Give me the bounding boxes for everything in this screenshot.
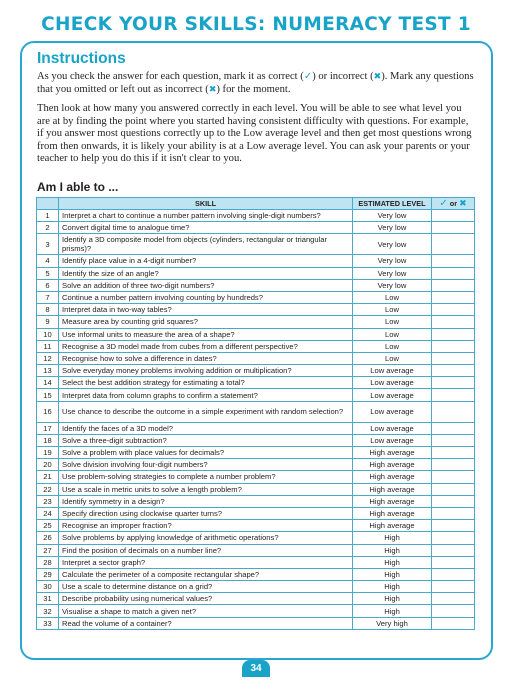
skill-cell: Convert digital time to analogue time? bbox=[59, 222, 353, 234]
mark-cell[interactable] bbox=[432, 422, 475, 434]
table-row bbox=[37, 365, 475, 377]
text: ). Mark any questions that you omitted or left out as incorrect ( bbox=[37, 71, 474, 95]
level-cell: Very low bbox=[353, 267, 432, 279]
table-row bbox=[37, 267, 475, 279]
page-number: 34 bbox=[242, 660, 270, 677]
level-cell: Very low bbox=[353, 279, 432, 291]
level-cell: High bbox=[353, 593, 432, 605]
level-cell: Low average bbox=[353, 365, 432, 377]
table-row bbox=[37, 556, 475, 568]
level-cell: Low bbox=[353, 316, 432, 328]
row-number: 18 bbox=[37, 434, 59, 446]
row-number: 5 bbox=[37, 267, 59, 279]
row-number: 29 bbox=[37, 568, 59, 580]
row-number: 11 bbox=[37, 340, 59, 352]
row-number: 16 bbox=[37, 401, 59, 422]
row-number: 31 bbox=[37, 593, 59, 605]
level-cell: High bbox=[353, 556, 432, 568]
row-number: 1 bbox=[37, 210, 59, 222]
mark-cell[interactable] bbox=[432, 210, 475, 222]
instructions-heading: Instructions bbox=[37, 50, 126, 67]
mark-cell[interactable] bbox=[432, 365, 475, 377]
row-number: 24 bbox=[37, 507, 59, 519]
level-cell: Very low bbox=[353, 255, 432, 267]
skill-cell: Solve problems by applying knowledge of arithmetic operations? bbox=[59, 532, 353, 544]
table-row bbox=[37, 581, 475, 593]
header-mark bbox=[432, 198, 475, 210]
mark-cell[interactable] bbox=[432, 340, 475, 352]
table-row bbox=[37, 507, 475, 519]
skill-cell: Use problem-solving strategies to complete a number problem? bbox=[59, 471, 353, 483]
table-row bbox=[37, 255, 475, 267]
cross-icon: ✖ bbox=[459, 199, 467, 209]
table-row bbox=[37, 340, 475, 352]
mark-cell[interactable] bbox=[432, 304, 475, 316]
row-number: 28 bbox=[37, 556, 59, 568]
level-cell: Low average bbox=[353, 389, 432, 401]
text: ) or incorrect ( bbox=[312, 71, 374, 82]
level-cell: Low average bbox=[353, 434, 432, 446]
mark-cell[interactable] bbox=[432, 520, 475, 532]
row-number: 32 bbox=[37, 605, 59, 617]
table-row bbox=[37, 471, 475, 483]
skill-cell: Identify a 3D composite model from objects (cylinders, rectangular or triangular prisms)? bbox=[59, 234, 353, 255]
mark-cell[interactable] bbox=[432, 556, 475, 568]
table-row bbox=[37, 617, 475, 629]
table-row bbox=[37, 605, 475, 617]
row-number: 21 bbox=[37, 471, 59, 483]
mark-cell[interactable] bbox=[432, 544, 475, 556]
skill-cell: Solve an addition of three two-digit numbers? bbox=[59, 279, 353, 291]
row-number: 8 bbox=[37, 304, 59, 316]
header-level: ESTIMATED LEVEL bbox=[353, 198, 432, 210]
level-cell: High bbox=[353, 605, 432, 617]
row-number: 27 bbox=[37, 544, 59, 556]
level-cell: Very low bbox=[353, 222, 432, 234]
mark-cell[interactable] bbox=[432, 328, 475, 340]
row-number: 33 bbox=[37, 617, 59, 629]
skill-cell: Solve everyday money problems involving addition or multiplication? bbox=[59, 365, 353, 377]
table-row bbox=[37, 291, 475, 303]
level-cell: High average bbox=[353, 471, 432, 483]
row-number: 10 bbox=[37, 328, 59, 340]
level-cell: High bbox=[353, 581, 432, 593]
skill-cell: Calculate the perimeter of a composite rectangular shape? bbox=[59, 568, 353, 580]
skill-cell: Recognise a 3D model made from cubes from a different perspective? bbox=[59, 340, 353, 352]
level-cell: High average bbox=[353, 459, 432, 471]
text: As you check the answer for each question, mark it as correct ( bbox=[37, 71, 304, 82]
level-cell: High bbox=[353, 532, 432, 544]
skill-cell: Identify place value in a 4-digit number? bbox=[59, 255, 353, 267]
skill-cell: Visualise a shape to match a given net? bbox=[59, 605, 353, 617]
skill-cell: Describe probability using numerical values? bbox=[59, 593, 353, 605]
skills-table bbox=[36, 197, 475, 630]
mark-cell[interactable] bbox=[432, 617, 475, 629]
row-number: 14 bbox=[37, 377, 59, 389]
row-number: 4 bbox=[37, 255, 59, 267]
mark-cell[interactable] bbox=[432, 605, 475, 617]
skill-cell: Interpret data from column graphs to confirm a statement? bbox=[59, 389, 353, 401]
table-row bbox=[37, 401, 475, 422]
level-cell: Very low bbox=[353, 210, 432, 222]
table-header-row bbox=[37, 198, 475, 210]
skill-cell: Interpret a sector graph? bbox=[59, 556, 353, 568]
row-number: 9 bbox=[37, 316, 59, 328]
row-number: 12 bbox=[37, 352, 59, 364]
row-number: 13 bbox=[37, 365, 59, 377]
row-number: 22 bbox=[37, 483, 59, 495]
mark-cell[interactable] bbox=[432, 581, 475, 593]
mark-cell[interactable] bbox=[432, 234, 475, 255]
text: ) for the moment. bbox=[216, 83, 291, 95]
mark-cell[interactable] bbox=[432, 279, 475, 291]
table-row bbox=[37, 304, 475, 316]
level-cell: High bbox=[353, 568, 432, 580]
skill-cell: Read the volume of a container? bbox=[59, 617, 353, 629]
skill-cell: Identify symmetry in a design? bbox=[59, 495, 353, 507]
mark-cell[interactable] bbox=[432, 507, 475, 519]
level-cell: High average bbox=[353, 507, 432, 519]
table-row bbox=[37, 352, 475, 364]
row-number: 2 bbox=[37, 222, 59, 234]
mark-cell[interactable] bbox=[432, 447, 475, 459]
table-row bbox=[37, 459, 475, 471]
skill-cell: Interpret a chart to continue a number pattern involving single-digit numbers? bbox=[59, 210, 353, 222]
row-number: 23 bbox=[37, 495, 59, 507]
table-row bbox=[37, 234, 475, 255]
skill-cell: Select the best addition strategy for estimating a total? bbox=[59, 377, 353, 389]
instructions-paragraph-1 bbox=[37, 71, 475, 96]
level-cell: Low bbox=[353, 352, 432, 364]
mark-cell[interactable] bbox=[432, 316, 475, 328]
cross-icon: ✖ bbox=[208, 84, 217, 95]
mark-cell[interactable] bbox=[432, 377, 475, 389]
text: or bbox=[447, 199, 460, 208]
mark-cell[interactable] bbox=[432, 389, 475, 401]
row-number: 30 bbox=[37, 581, 59, 593]
row-number: 6 bbox=[37, 279, 59, 291]
mark-cell[interactable] bbox=[432, 568, 475, 580]
mark-cell[interactable] bbox=[432, 471, 475, 483]
mark-cell[interactable] bbox=[432, 401, 475, 422]
header-number bbox=[37, 198, 59, 210]
table-row bbox=[37, 568, 475, 580]
mark-cell[interactable] bbox=[432, 532, 475, 544]
row-number: 26 bbox=[37, 532, 59, 544]
skill-cell: Use a scale in metric units to solve a length problem? bbox=[59, 483, 353, 495]
level-cell: High average bbox=[353, 447, 432, 459]
skill-cell: Use chance to describe the outcome in a simple experiment with random selection? bbox=[59, 401, 353, 422]
section-heading: Am I able to ... bbox=[37, 180, 119, 194]
table-row bbox=[37, 328, 475, 340]
level-cell: High average bbox=[353, 495, 432, 507]
table-row bbox=[37, 279, 475, 291]
row-number: 20 bbox=[37, 459, 59, 471]
level-cell: Low average bbox=[353, 422, 432, 434]
mark-cell[interactable] bbox=[432, 255, 475, 267]
level-cell: Low bbox=[353, 328, 432, 340]
cross-icon: ✖ bbox=[373, 72, 382, 82]
instructions-paragraph-2: Then look at how many you answered correctly in each level. You will be able to see what level you are at by finding the point where you started having consistent difficulty with questions. For example, if you answer most questions correctly up to the Low average level and then get most questions wrong from then onwards, it is likely your ability is at a Low average level. You can ask your parents or your teacher to help you do this if it isn't clear to you. bbox=[37, 103, 472, 165]
tick-icon: ✓ bbox=[303, 71, 313, 82]
page-title: CHECK YOUR SKILLS: NUMERACY TEST 1 bbox=[41, 14, 471, 35]
table-row bbox=[37, 389, 475, 401]
skill-cell: Solve a problem with place values for decimals? bbox=[59, 447, 353, 459]
level-cell: Low bbox=[353, 291, 432, 303]
row-number: 7 bbox=[37, 291, 59, 303]
skill-cell: Interpret data in two-way tables? bbox=[59, 304, 353, 316]
table-row bbox=[37, 222, 475, 234]
mark-cell[interactable] bbox=[432, 222, 475, 234]
row-number: 19 bbox=[37, 447, 59, 459]
table-row bbox=[37, 520, 475, 532]
tick-icon: ✓ bbox=[439, 198, 448, 209]
skill-cell: Use informal units to measure the area of a shape? bbox=[59, 328, 353, 340]
level-cell: Low bbox=[353, 340, 432, 352]
table-row bbox=[37, 544, 475, 556]
skill-cell: Specify direction using clockwise quarter turns? bbox=[59, 507, 353, 519]
level-cell: Low bbox=[353, 304, 432, 316]
table-row bbox=[37, 532, 475, 544]
skill-cell: Use a scale to determine distance on a grid? bbox=[59, 581, 353, 593]
skill-cell: Identify the faces of a 3D model? bbox=[59, 422, 353, 434]
mark-cell[interactable] bbox=[432, 434, 475, 446]
table-row bbox=[37, 422, 475, 434]
level-cell: High bbox=[353, 544, 432, 556]
table-row bbox=[37, 316, 475, 328]
row-number: 17 bbox=[37, 422, 59, 434]
skill-cell: Solve a three-digit subtraction? bbox=[59, 434, 353, 446]
skill-cell: Recognise an improper fraction? bbox=[59, 520, 353, 532]
level-cell: Very low bbox=[353, 234, 432, 255]
level-cell: Low average bbox=[353, 377, 432, 389]
level-cell: High average bbox=[353, 520, 432, 532]
table-row bbox=[37, 495, 475, 507]
skill-cell: Recognise how to solve a difference in dates? bbox=[59, 352, 353, 364]
table-row bbox=[37, 434, 475, 446]
table-row bbox=[37, 593, 475, 605]
row-number: 15 bbox=[37, 389, 59, 401]
mark-cell[interactable] bbox=[432, 291, 475, 303]
mark-cell[interactable] bbox=[432, 483, 475, 495]
table-row bbox=[37, 483, 475, 495]
mark-cell[interactable] bbox=[432, 495, 475, 507]
level-cell: Very high bbox=[353, 617, 432, 629]
skill-cell: Solve division involving four-digit numbers? bbox=[59, 459, 353, 471]
skill-cell: Continue a number pattern involving counting by hundreds? bbox=[59, 291, 353, 303]
skill-cell: Find the position of decimals on a number line? bbox=[59, 544, 353, 556]
mark-cell[interactable] bbox=[432, 267, 475, 279]
table-row bbox=[37, 447, 475, 459]
mark-cell[interactable] bbox=[432, 593, 475, 605]
level-cell: Low average bbox=[353, 401, 432, 422]
table-row bbox=[37, 377, 475, 389]
header-skill: SKILL bbox=[59, 198, 353, 210]
skill-cell: Measure area by counting grid squares? bbox=[59, 316, 353, 328]
table-row bbox=[37, 210, 475, 222]
mark-cell[interactable] bbox=[432, 459, 475, 471]
skill-cell: Identify the size of an angle? bbox=[59, 267, 353, 279]
mark-cell[interactable] bbox=[432, 352, 475, 364]
row-number: 3 bbox=[37, 234, 59, 255]
row-number: 25 bbox=[37, 520, 59, 532]
level-cell: High average bbox=[353, 483, 432, 495]
